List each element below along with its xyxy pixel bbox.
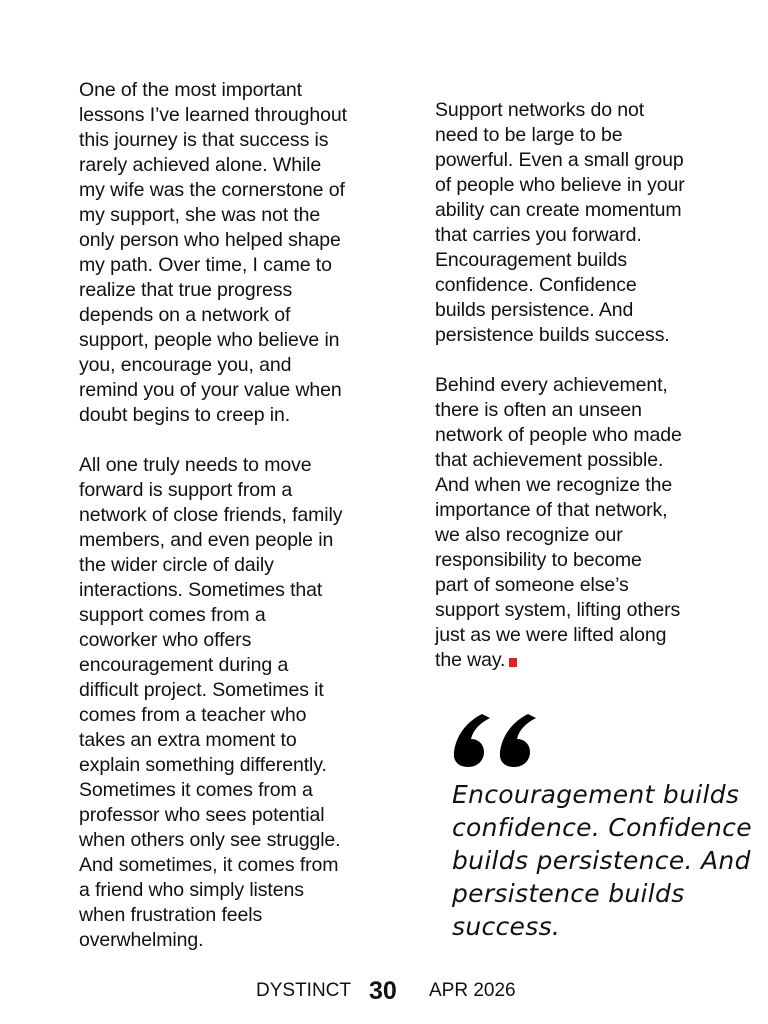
text-line: support, people who believe in <box>79 329 340 351</box>
text-line: that achievement possible. <box>435 449 664 471</box>
text-line: a friend who simply listens <box>79 879 304 901</box>
right-column <box>435 98 685 673</box>
quote-mark-icon <box>452 712 542 768</box>
text-line: we also recognize our <box>435 524 623 546</box>
issue-date: APR 2026 <box>429 980 516 1001</box>
text-line: takes an extra moment to <box>79 729 297 751</box>
text-line: when frustration feels <box>79 904 263 926</box>
text-line: rarely achieved alone. While <box>79 154 322 176</box>
text-line: overwhelming. <box>79 929 204 951</box>
text-line: only person who helped shape <box>79 229 341 251</box>
text-line: remind you of your value when <box>79 379 342 401</box>
text-line: when others only see struggle. <box>79 829 341 851</box>
text-line: ability can create momentum <box>435 199 682 221</box>
text-line: support system, lifting others <box>435 599 681 621</box>
pull-quote <box>452 778 752 943</box>
text-line: explain something differently. <box>79 754 327 776</box>
text-line: coworker who offers <box>79 629 252 651</box>
text-line: just as we were lifted along <box>435 624 667 646</box>
quote-line: confidence. Confidence <box>452 813 752 842</box>
text-line: depends on a network of <box>79 304 291 326</box>
left-column <box>79 78 347 953</box>
text-line: encouragement during a <box>79 654 289 676</box>
text-line: builds persistence. And <box>435 299 634 321</box>
text-line: the way. <box>435 648 685 673</box>
text-line: comes from a teacher who <box>79 704 307 726</box>
text-line: part of someone else’s <box>435 574 629 596</box>
text-line: my support, she was not the <box>79 204 321 226</box>
text-line: All one truly needs to move <box>79 454 312 476</box>
magazine-name: DYSTINCT <box>256 980 351 1001</box>
page-footer <box>0 978 768 1006</box>
text-line: powerful. Even a small group <box>435 149 684 171</box>
end-of-article-mark-icon <box>509 658 517 667</box>
text-line: Encouragement builds <box>435 249 628 271</box>
text-line: you, encourage you, and <box>79 354 292 376</box>
text-line: network of close friends, family <box>79 504 343 526</box>
text-line: support comes from a <box>79 604 266 626</box>
quote-line: builds persistence. And <box>452 846 751 875</box>
text-line: that carries you forward. <box>435 224 642 246</box>
page-number: 30 <box>369 977 397 1005</box>
text-line: And when we recognize the <box>435 474 673 496</box>
text-line: One of the most important <box>79 79 302 101</box>
text-line: importance of that network, <box>435 499 668 521</box>
quote-line: Encouragement builds <box>452 780 740 809</box>
text-line: the wider circle of daily <box>79 554 274 576</box>
text-line: responsibility to become <box>435 549 642 571</box>
text-line: forward is support from a <box>79 479 293 501</box>
text-line: interactions. Sometimes that <box>79 579 323 601</box>
text-line: difficult project. Sometimes it <box>79 679 324 701</box>
text-line: And sometimes, it comes from <box>79 854 339 876</box>
text-line: need to be large to be <box>435 124 623 146</box>
text-line: confidence. Confidence <box>435 274 637 296</box>
text-line: realize that true progress <box>79 279 293 301</box>
text-line: of people who believe in your <box>435 174 685 196</box>
quote-line: success. <box>452 912 561 941</box>
text-line: Support networks do not <box>435 99 645 121</box>
quote-line: persistence builds <box>452 879 685 908</box>
text-line: professor who sees potential <box>79 804 325 826</box>
text-line: lessons I’ve learned throughout <box>79 104 347 126</box>
text-line: members, and even people in <box>79 529 334 551</box>
text-line: this journey is that success is <box>79 129 329 151</box>
text-line: doubt begins to creep in. <box>79 404 291 426</box>
text-line: network of people who made <box>435 424 682 446</box>
paragraph-gap <box>435 348 685 373</box>
text-line: Behind every achievement, <box>435 374 668 396</box>
text-line: my path. Over time, I came to <box>79 254 332 276</box>
text-line: Sometimes it comes from a <box>79 779 313 801</box>
text-line: persistence builds success. <box>435 324 670 346</box>
text-line: my wife was the cornerstone of <box>79 179 345 201</box>
paragraph-gap <box>79 428 347 453</box>
text-line: there is often an unseen <box>435 399 642 421</box>
